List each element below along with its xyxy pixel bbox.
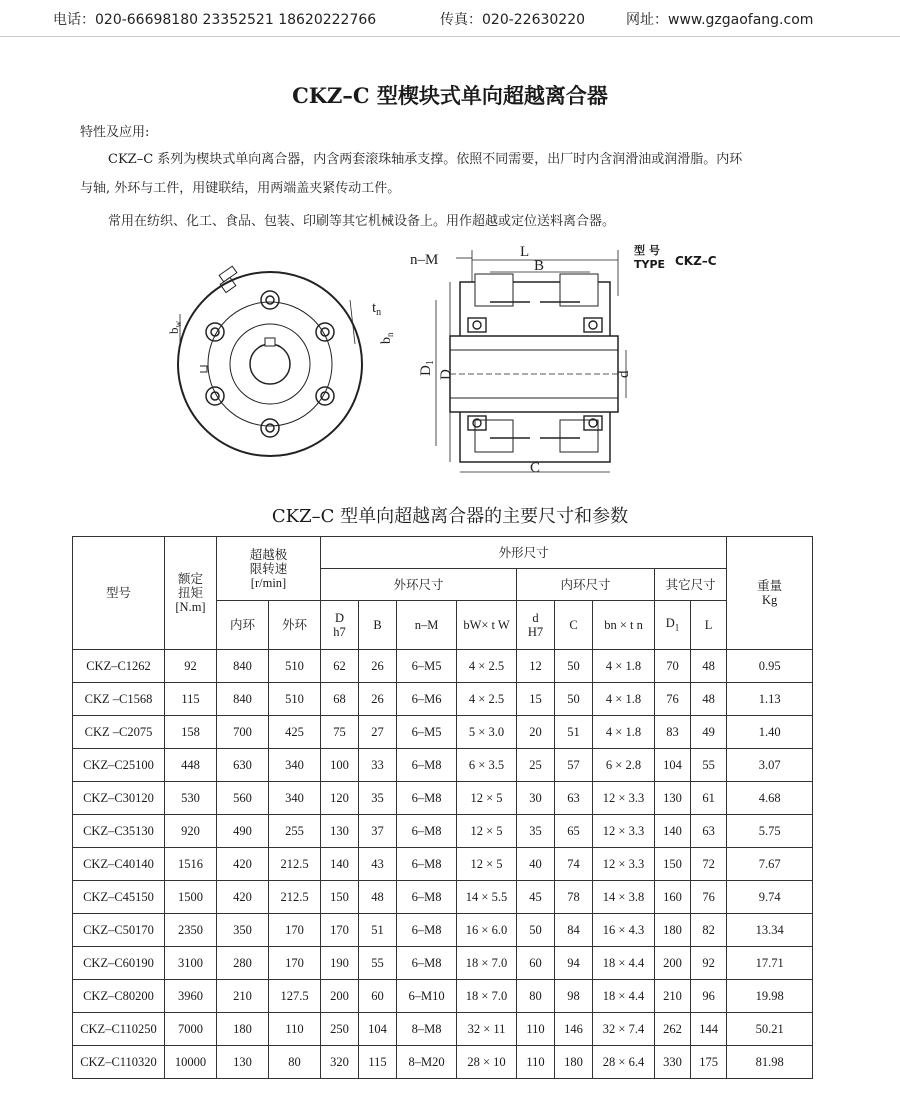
header-inner-ring-dims: 内环尺寸: [517, 569, 655, 601]
model-value: CKZ–C: [675, 254, 717, 268]
bn-label: $b_n$: [379, 332, 395, 344]
header-L: L: [691, 601, 727, 650]
table-row: CKZ–C60190 3100 280 170 190 55 6–M8 18 × 7.0 60 94 18 × 4.4 200 92 17.71: [73, 947, 813, 980]
table-row: CKZ –C2075 158 700 425 75 27 6–M5 5 × 3.0 20 51 4 × 1.8 83 49 1.40: [73, 716, 813, 749]
table-row: CKZ–C1262 92 840 510 62 26 6–M5 4 × 2.5 12 50 4 × 1.8 70 48 0.95: [73, 650, 813, 683]
outer-keyway: [200, 366, 207, 372]
header-other-dims: 其它尺寸: [655, 569, 727, 601]
header-B: B: [359, 601, 397, 650]
header-outer-ring-speed: 外环: [269, 601, 321, 650]
C-label: C: [530, 460, 541, 476]
header-nM: n–M: [397, 601, 457, 650]
model-type-label: [634, 244, 665, 272]
L-label: L: [520, 244, 530, 260]
features-heading: 特性及应用:: [80, 125, 150, 140]
applications-text: 常用在纺织、化工、食品、包装、印刷等其它机械设备上。用作超越或定位送料离合器。: [108, 214, 616, 229]
fax-number: 传真：020-22630220: [440, 12, 586, 28]
description-line-2: 与轴, 外环与工件，用键联结，用两端盖夹紧传动工件。: [80, 181, 401, 196]
bw-label: $b_w$: [166, 321, 183, 334]
clutch-drawing: [150, 240, 630, 485]
table-row: CKZ–C50170 2350 350 170 170 51 6–M8 16 × 6.0 50 84 16 × 4.3 180 82 13.34: [73, 914, 813, 947]
table-row: CKZ–C80200 3960 210 127.5 200 60 6–M10 18 × 7.0 80 98 18 × 4.4 210 96 19.98: [73, 980, 813, 1013]
page-title: CKZ–C 型楔块式单向超越离合器: [292, 83, 608, 108]
header-speed: 超越极 限转速 [r/min]: [217, 537, 321, 601]
spec-table: [72, 536, 813, 1079]
header-outer-ring-dims: 外环尺寸: [321, 569, 517, 601]
table-title: CKZ–C 型单向超越离合器的主要尺寸和参数: [271, 506, 629, 527]
table-row: CKZ–C110250 7000 180 110 250 104 8–M8 32 × 11 110 146 32 × 7.4 262 144 50.21: [73, 1013, 813, 1046]
bolt-holes: [206, 291, 334, 437]
header-divider: [0, 36, 900, 37]
D1-label: $D_1$: [418, 360, 436, 376]
tn-label: $t_n$: [372, 300, 382, 318]
section-view: [410, 244, 632, 476]
table-row: CKZ–C45150 1500 420 212.5 150 48 6–M8 14 × 5.5 45 78 14 × 3.8 160 76 9.74: [73, 881, 813, 914]
table-row: CKZ–C40140 1516 420 212.5 140 43 6–M8 12 × 5 40 74 12 × 3.3 150 72 7.67: [73, 848, 813, 881]
table-row: CKZ–C30120 530 560 340 120 35 6–M8 12 × 5 30 63 12 × 3.3 130 61 4.68: [73, 782, 813, 815]
website-link[interactable]: 网址：www.gzgaofang.com: [626, 12, 814, 28]
d-label: d: [616, 370, 632, 378]
header-bar: [0, 0, 900, 36]
bore-circle: [250, 344, 290, 384]
header-bWtW: bW× t W: [457, 601, 517, 650]
flange-circle: [208, 302, 332, 426]
header-bntn: bn × t n: [593, 601, 655, 650]
header-D1: $D_1$: [655, 601, 691, 650]
header-model: 型号: [73, 537, 165, 650]
table-row: CKZ–C25100 448 630 340 100 33 6–M8 6 × 3.5 25 57 6 × 2.8 104 55 3.07: [73, 749, 813, 782]
nM-label: n–M: [410, 252, 439, 268]
header-weight: 重量 Kg: [727, 537, 813, 650]
header-torque: 额定 扭矩 [N.m]: [165, 537, 217, 650]
table-row: CKZ–C35130 920 490 255 130 37 6–M8 12 × 5 35 65 12 × 3.3 140 63 5.75: [73, 815, 813, 848]
front-view: [166, 266, 395, 456]
header-d: d H7: [517, 601, 555, 650]
outer-ring-circle: [178, 272, 362, 456]
type-label-en: TYPE: [634, 258, 666, 271]
header-C: C: [555, 601, 593, 650]
description-line-1: CKZ–C 系列为楔块式单向离合器，内含两套滚珠轴承支撑。依照不同需要，出厂时内含润滑油或润滑脂。内环: [108, 152, 743, 167]
inner-ring-circle: [230, 324, 310, 404]
model-label-cn: 型 号: [634, 244, 660, 257]
header-D: D h7: [321, 601, 359, 650]
table-row: CKZ –C1568 115 840 510 68 26 6–M6 4 × 2.5 15 50 4 × 1.8 76 48 1.13: [73, 683, 813, 716]
keyway: [265, 338, 275, 346]
header-dimensions: 外形尺寸: [321, 537, 727, 569]
phone-numbers: 电话：020-66698180 23352521 18620222766: [53, 12, 377, 28]
D-label: D: [438, 369, 454, 380]
table-row: CKZ–C110320 10000 130 80 320 115 8–M20 28 × 10 110 180 28 × 6.4 330 175 81.98: [73, 1046, 813, 1079]
header-inner-ring-speed: 内环: [217, 601, 269, 650]
B-label: B: [534, 258, 545, 274]
